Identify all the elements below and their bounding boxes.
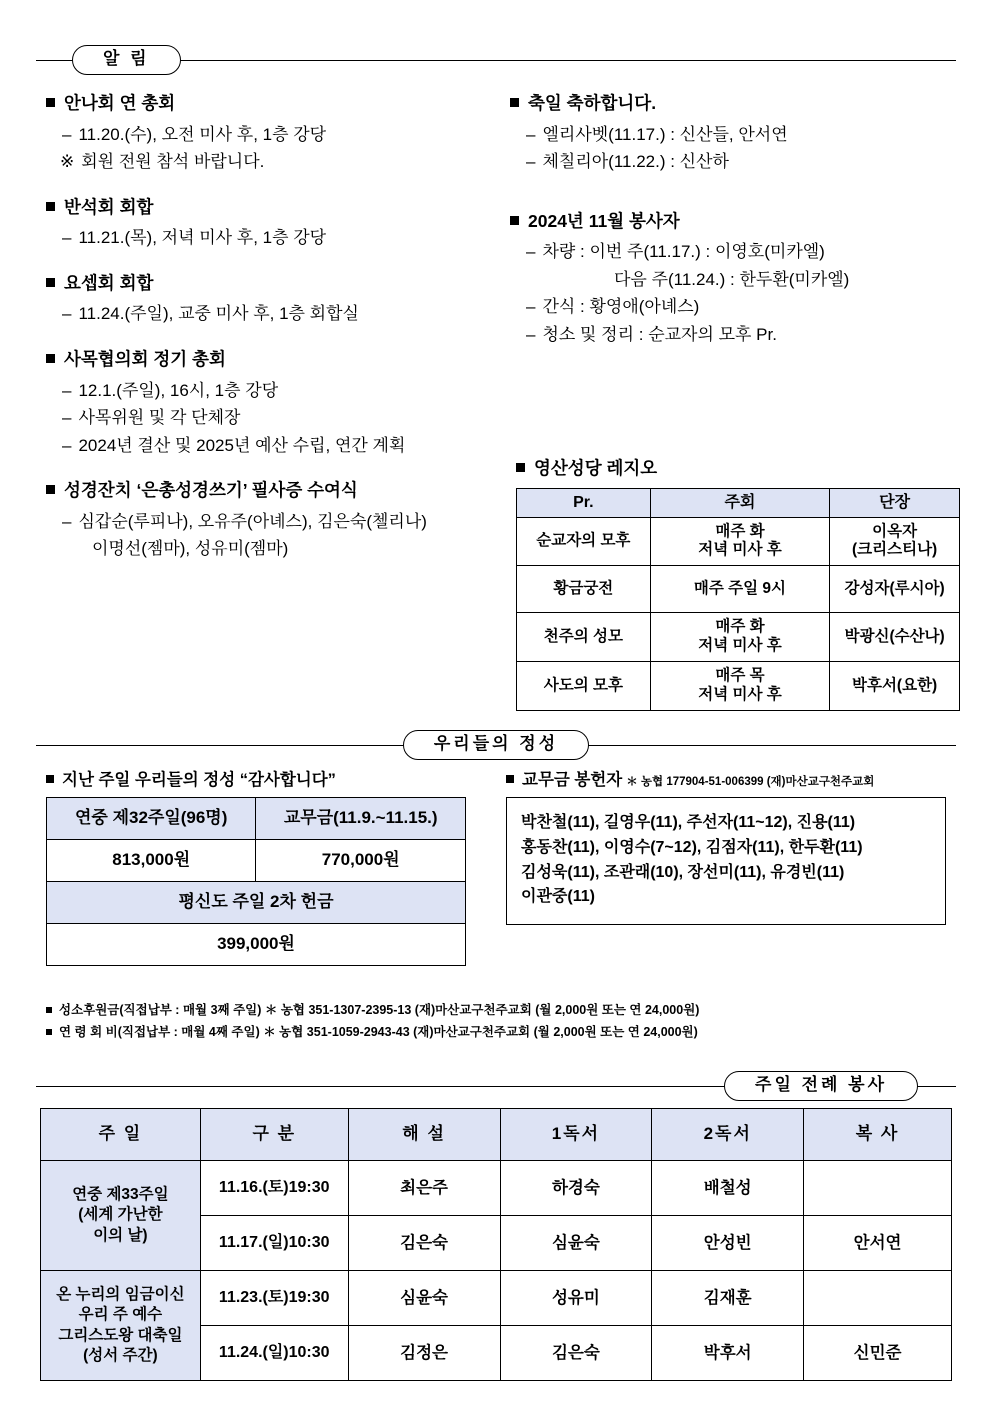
notice-block-banseokhoe bbox=[46, 196, 500, 252]
legio-leader: 박광신(수산나) bbox=[830, 613, 960, 662]
legio-section bbox=[516, 455, 966, 711]
notice-line: 다음 주(11.24.) : 한두환(미카엘) bbox=[614, 269, 850, 289]
liturgy-time: 11.24.(일)10:30 bbox=[200, 1326, 348, 1381]
offering-banner-label: 우리들의 정성 bbox=[403, 730, 589, 761]
notice-title: 축일 축하합니다. bbox=[510, 92, 992, 116]
table-row bbox=[41, 1161, 952, 1216]
notice-line: – 체칠리아(11.22.) : 신산하 bbox=[526, 152, 729, 172]
bullet-square-icon bbox=[46, 775, 54, 783]
legio-header-row bbox=[517, 489, 960, 518]
notice-title: 사목협의회 정기 총회 bbox=[46, 348, 500, 372]
bullet-square-icon bbox=[510, 216, 519, 225]
notice-title: 성경잔치 ‘은총성경쓰기’ 필사증 수여식 bbox=[46, 479, 500, 503]
notice-block-annahoe bbox=[46, 92, 500, 176]
legio-pr: 순교자의 모후 bbox=[517, 517, 651, 566]
legio-pr: 사도의 모후 bbox=[517, 662, 651, 711]
liturgy-col-commentary: 해 설 bbox=[348, 1109, 500, 1161]
table-row bbox=[517, 613, 960, 662]
notice-line: – 간식 : 황영애(아녜스) bbox=[526, 297, 700, 317]
liturgy-reading1: 성유미 bbox=[500, 1271, 652, 1326]
bullet-square-icon bbox=[516, 463, 525, 472]
liturgy-server: 안서연 bbox=[804, 1216, 952, 1271]
liturgy-server bbox=[804, 1161, 952, 1216]
notice-line: – 차량 : 이번 주(11.17.) : 이영호(미카엘) bbox=[526, 242, 825, 262]
footnotes bbox=[46, 1000, 699, 1044]
liturgy-reading1: 김은숙 bbox=[500, 1326, 652, 1381]
notice-block-bible-certificate bbox=[46, 479, 500, 563]
donors-title: 교무금 봉헌자 ＊ 농협 177904-51-006399 (재)마산교구천주교회 bbox=[506, 766, 992, 790]
table-row bbox=[517, 517, 960, 566]
notice-title: 안나회 연 총회 bbox=[46, 92, 500, 116]
offering-amount-dues: 770,000원 bbox=[256, 840, 466, 882]
notice-section-banner bbox=[36, 40, 956, 80]
notice-block-pastoral-council bbox=[46, 348, 500, 459]
liturgy-section bbox=[40, 1108, 952, 1381]
bullet-square-icon bbox=[46, 202, 55, 211]
notice-line: 이명선(젬마), 성유미(젬마) bbox=[92, 539, 289, 559]
donor-line: 박찬철(11), 길영우(11), 주선자(11~12), 진용(11) bbox=[521, 814, 856, 831]
table-row bbox=[47, 840, 466, 882]
bullet-square-icon bbox=[46, 1007, 52, 1013]
notice-block-november-volunteers bbox=[510, 210, 992, 349]
liturgy-table bbox=[40, 1108, 952, 1381]
notice-line: – 11.24.(주일), 교중 미사 후, 1층 회합실 bbox=[62, 304, 359, 324]
donor-line: 홍동찬(11), 이영수(7~12), 김점자(11), 한두환(11) bbox=[521, 838, 863, 856]
liturgy-time: 11.16.(토)19:30 bbox=[200, 1161, 348, 1216]
offering-section-banner bbox=[36, 725, 956, 765]
bullet-square-icon bbox=[46, 278, 55, 287]
notice-banner-label: 알 림 bbox=[72, 45, 181, 76]
liturgy-col-reading2: 2독서 bbox=[652, 1109, 804, 1161]
bullet-square-icon bbox=[510, 98, 519, 107]
bullet-square-icon bbox=[506, 775, 514, 783]
liturgy-header-row bbox=[41, 1109, 952, 1161]
notice-line: – 청소 및 정리 : 순교자의 모후 Pr. bbox=[526, 324, 777, 344]
donor-line: 이관중(11) bbox=[521, 888, 595, 906]
liturgy-reading1: 심윤숙 bbox=[500, 1216, 652, 1271]
notice-title: 반석회 회합 bbox=[46, 196, 500, 220]
notice-line: – 11.20.(수), 오전 미사 후, 1층 강당 bbox=[62, 124, 327, 144]
liturgy-server: 신민준 bbox=[804, 1326, 952, 1381]
legio-pr: 천주의 성모 bbox=[517, 613, 651, 662]
liturgy-reading1: 하경숙 bbox=[500, 1161, 652, 1216]
offering-header-sunday: 연중 제32주일(96명) bbox=[47, 798, 256, 840]
liturgy-commentator: 최은주 bbox=[348, 1161, 500, 1216]
notice-title: 요셉회 회합 bbox=[46, 272, 500, 296]
liturgy-commentator: 김정은 bbox=[348, 1326, 500, 1381]
liturgy-banner-label: 주일 전례 봉사 bbox=[724, 1071, 918, 1102]
legio-meeting: 매주 목 저녁 미사 후 bbox=[650, 662, 830, 711]
offering-title: 지난 주일 우리들의 정성 “감사합니다” bbox=[46, 766, 500, 790]
legio-leader: 박후서(요한) bbox=[830, 662, 960, 711]
liturgy-col-reading1: 1독서 bbox=[500, 1109, 652, 1161]
legio-meeting: 매주 화 저녁 미사 후 bbox=[650, 517, 830, 566]
liturgy-reading2: 배철성 bbox=[652, 1161, 804, 1216]
notice-line: – 엘리사벳(11.17.) : 신산들, 안서연 bbox=[526, 124, 788, 144]
table-row bbox=[47, 882, 466, 924]
liturgy-col-sunday: 주 일 bbox=[41, 1109, 201, 1161]
offering-right bbox=[500, 766, 992, 966]
notice-block-feast-days bbox=[510, 92, 992, 176]
table-row bbox=[41, 1271, 952, 1326]
legio-leader: 이옥자 (크리스티나) bbox=[830, 517, 960, 566]
legio-table bbox=[516, 488, 960, 711]
legio-col-meeting: 주회 bbox=[650, 489, 830, 518]
notice-line: ※ 회원 전원 참석 바랍니다. bbox=[60, 152, 265, 172]
liturgy-col-division: 구 분 bbox=[200, 1109, 348, 1161]
liturgy-time: 11.23.(토)19:30 bbox=[200, 1271, 348, 1326]
offering-header-dues: 교무금(11.9.~11.15.) bbox=[256, 798, 466, 840]
liturgy-commentator: 김은숙 bbox=[348, 1216, 500, 1271]
donor-line: 김성욱(11), 조관래(10), 장선미(11), 유경빈(11) bbox=[521, 863, 845, 881]
table-row bbox=[47, 798, 466, 840]
legio-col-pr: Pr. bbox=[517, 489, 651, 518]
liturgy-time: 11.17.(일)10:30 bbox=[200, 1216, 348, 1271]
donors-account-note: ＊ 농협 177904-51-006399 (재)마산교구천주교회 bbox=[626, 776, 875, 788]
notice-block-josephhoe bbox=[46, 272, 500, 328]
legio-leader: 강성자(루시아) bbox=[830, 566, 960, 613]
notice-line: – 2024년 결산 및 2025년 예산 수립, 연간 계획 bbox=[62, 435, 406, 455]
legio-meeting: 매주 주일 9시 bbox=[650, 566, 830, 613]
liturgy-reading2: 김재훈 bbox=[652, 1271, 804, 1326]
notice-line: – 심갑순(루피나), 오유주(아녜스), 김은숙(첼리나) bbox=[62, 511, 427, 531]
legio-meeting: 매주 화 저녁 미사 후 bbox=[650, 613, 830, 662]
liturgy-commentator: 심윤숙 bbox=[348, 1271, 500, 1326]
bullet-square-icon bbox=[46, 1029, 52, 1035]
liturgy-col-server: 복 사 bbox=[804, 1109, 952, 1161]
liturgy-reading2: 박후서 bbox=[652, 1326, 804, 1381]
legio-pr: 황금궁전 bbox=[517, 566, 651, 613]
notice-line: – 11.21.(목), 저녁 미사 후, 1층 강당 bbox=[62, 228, 327, 248]
bullet-square-icon bbox=[46, 354, 55, 363]
liturgy-sunday-name: 연중 제33주일 (세계 가난한 이의 날) bbox=[41, 1161, 201, 1271]
offering-second-amount: 399,000원 bbox=[47, 924, 466, 966]
table-row bbox=[517, 566, 960, 613]
offering-table bbox=[46, 797, 466, 966]
table-row bbox=[47, 924, 466, 966]
offering-amount-sunday: 813,000원 bbox=[47, 840, 256, 882]
legio-title: 영산성당 레지오 bbox=[516, 455, 966, 480]
donors-box bbox=[506, 797, 946, 925]
liturgy-section-banner bbox=[36, 1066, 956, 1106]
legio-col-leader: 단장 bbox=[830, 489, 960, 518]
notice-line: – 12.1.(주일), 16시, 1층 강당 bbox=[62, 380, 279, 400]
notice-title: 2024년 11월 봉사자 bbox=[510, 210, 992, 234]
notice-line: – 사목위원 및 각 단체장 bbox=[62, 408, 241, 428]
liturgy-server bbox=[804, 1271, 952, 1326]
liturgy-sunday-name: 온 누리의 임금이신 우리 주 예수 그리스도왕 대축일 (성서 주간) bbox=[41, 1271, 201, 1381]
footnote-vocation-fund: 성소후원금(직접납부 : 매월 3째 주일) ＊ 농협 351-1307-2395-13 (재)마산교구천주교회 (월 2,000원 또는 연 24,000원) bbox=[46, 1000, 699, 1022]
offering-area bbox=[0, 766, 992, 966]
notices-left-column bbox=[0, 92, 500, 583]
bullet-square-icon bbox=[46, 485, 55, 494]
table-row bbox=[517, 662, 960, 711]
liturgy-reading2: 안성빈 bbox=[652, 1216, 804, 1271]
offering-left bbox=[0, 766, 500, 966]
offering-second-label: 평신도 주일 2차 헌금 bbox=[47, 882, 466, 924]
footnote-purgatory-society-fee: 연 령 회 비(직접납부 : 매월 4째 주일) ＊ 농협 351-1059-2943-43 (재)마산교구천주교회 (월 2,000원 또는 연 24,000원) bbox=[46, 1022, 699, 1044]
bullet-square-icon bbox=[46, 98, 55, 107]
